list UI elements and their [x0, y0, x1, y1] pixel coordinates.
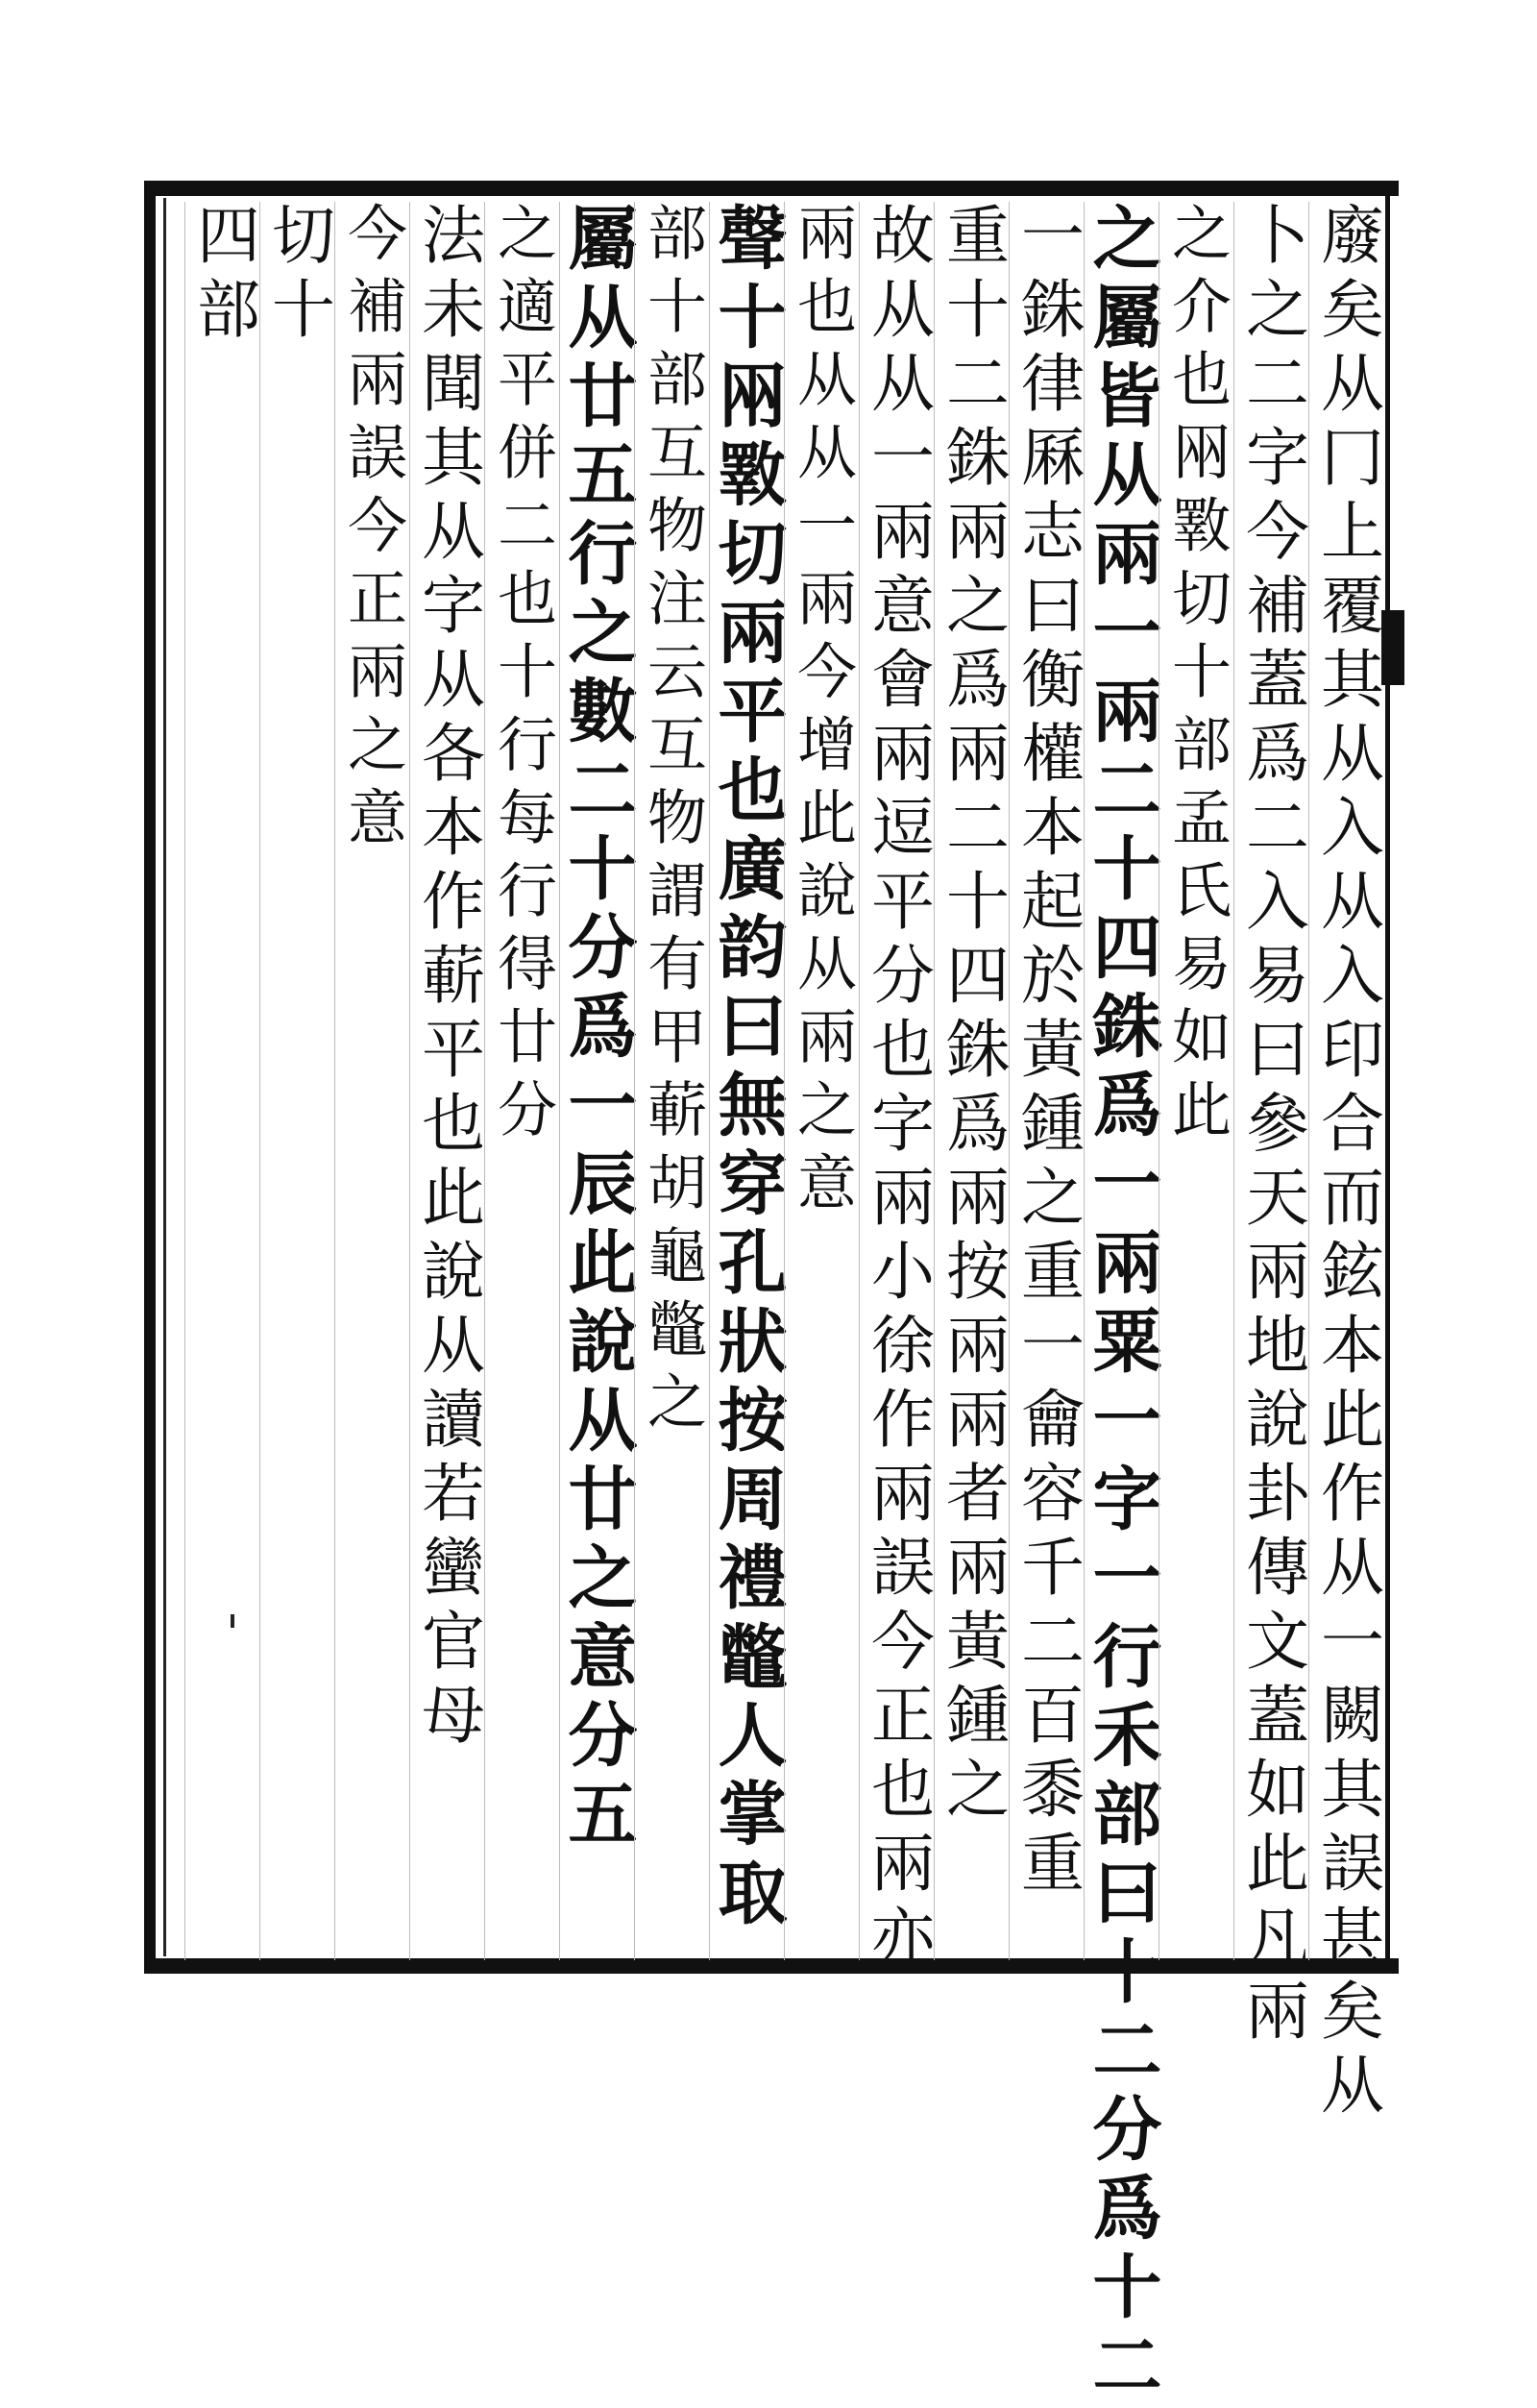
text-column — [484, 202, 559, 1960]
text-column — [859, 202, 935, 1978]
fishtail-mark — [1381, 610, 1404, 685]
column-text: 故从从一兩意會兩逗平分也字兩小徐作兩誤今正也兩亦 — [860, 202, 935, 1978]
column-text: 之適平併二也十行每行得廿分 — [487, 202, 558, 1151]
text-column — [1009, 202, 1084, 1960]
column-text: 聲十㒳斁切兩平也廣韵曰無穿孔狀按周禮鼈人掌取 — [706, 202, 789, 1935]
text-column — [409, 202, 484, 1960]
column-text: 重十二銖兩之爲兩二十四銖爲兩按兩兩者兩黃鍾之 — [935, 202, 1010, 1830]
column-text: 兩也从从一兩今增此說从兩之意 — [787, 202, 858, 1224]
text-column — [259, 202, 334, 1960]
column-text: 之介也㒳斁切十部孟氏易如此 — [1161, 202, 1232, 1151]
text-column — [1233, 202, 1309, 2052]
text-column — [1081, 202, 1163, 2408]
column-text: 切十 — [260, 202, 335, 350]
text-column — [634, 202, 709, 1960]
text-column — [184, 202, 259, 1960]
text-column — [706, 202, 789, 1960]
column-text: 屬从廿五行之數二十分爲一辰此說从廿之意分五 — [556, 202, 639, 1856]
column-text: 一銖律厤志曰衡權本起於黃鍾之重一龠容千二百黍重 — [1010, 202, 1085, 1904]
column-text: 卜之二字今補蓋爲二入易曰參天兩地說卦傳文蓋如此凡兩 — [1234, 202, 1309, 2052]
text-column — [556, 202, 639, 1960]
left-margin-rule — [163, 198, 166, 1956]
text-column — [334, 202, 409, 1960]
vertical-text-area — [171, 202, 1384, 2408]
column-text: 部十部互物注云互物謂有甲蔪胡龜鼈之 — [637, 202, 708, 1443]
text-column — [784, 202, 859, 1960]
column-text: 法未聞其从字从各本作蔪平也此說从讀若蠻官母 — [410, 202, 485, 1756]
text-column — [1308, 202, 1384, 2125]
column-text: 今補兩誤今正兩之意 — [337, 202, 408, 859]
column-text: 四部 — [185, 202, 260, 350]
column-text: 廢矣从冂上覆其从入从入印合而鉉本此作从一闕其誤甚矣从 — [1309, 202, 1384, 2125]
column-text: 之屬皆从兩一兩二十四銖爲一兩粟一字一行禾部曰十二分爲十二 — [1081, 202, 1163, 2408]
text-column — [934, 202, 1009, 1960]
text-column — [1159, 202, 1233, 1960]
right-margin-rule — [1385, 188, 1390, 1966]
